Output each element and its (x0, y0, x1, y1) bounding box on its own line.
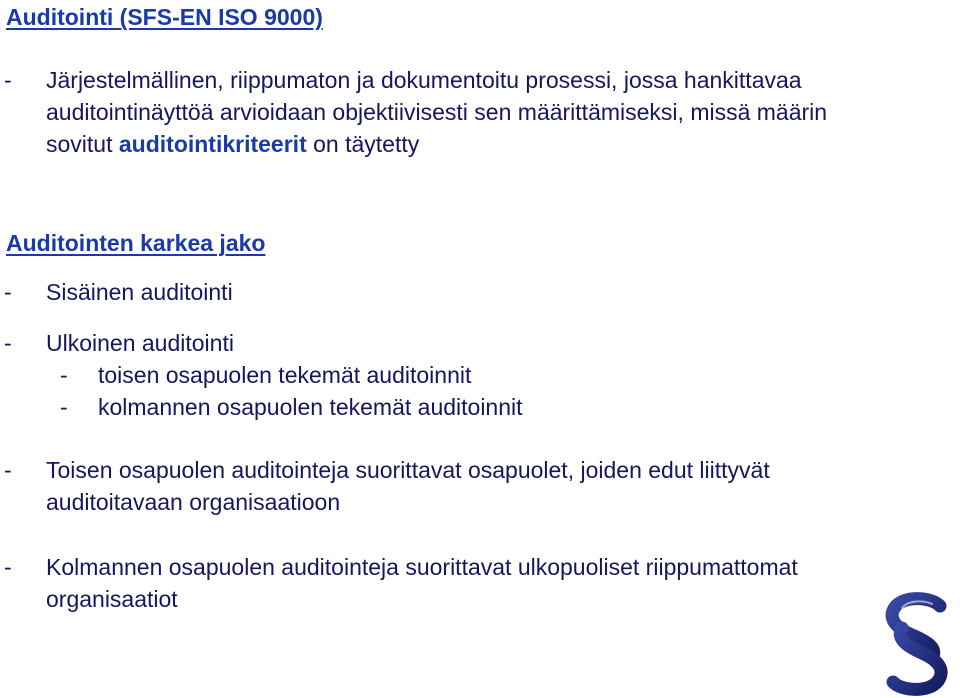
bullet-dash: - (4, 457, 12, 483)
definition-line-2: auditointinäyttöä arvioidaan objektiivisesti sen määrittämiseksi, missä määrin (46, 99, 828, 125)
page-title: Auditointi (SFS-EN ISO 9000) (6, 4, 323, 30)
third-party-desc-line-2: organisaatiot (46, 586, 178, 612)
third-party-desc-line-1: Kolmannen osapuolen auditointeja suorittavat ulkopuoliset riippumattomat (46, 554, 798, 580)
definition-line-3 (46, 128, 419, 160)
bullet-dash: - (60, 362, 68, 388)
audit-criteria-term: auditointikriteerit (118, 131, 307, 157)
bullet-dash: - (4, 554, 12, 580)
second-party-desc-line-2: auditoitavaan organisaatioon (46, 489, 341, 515)
second-party-desc-line-1: Toisen osapuolen auditointeja suorittavat osapuolet, joiden edut liittyvät (46, 457, 770, 483)
third-party-audit-label: kolmannen osapuolen tekemät auditoinnit (98, 394, 523, 420)
bullet-dash: - (4, 279, 12, 305)
bullet-dash: - (4, 67, 12, 93)
definition-line-1: Järjestelmällinen, riippumaton ja dokumentoitu prosessi, jossa hankittavaa (46, 67, 802, 93)
definition-line-3-end: on täytetty (306, 131, 420, 157)
section-heading: Auditointen karkea jako (6, 230, 266, 256)
external-audit-label: Ulkoinen auditointi (46, 330, 234, 356)
bullet-dash: - (60, 394, 68, 420)
bullet-dash: - (4, 330, 12, 356)
second-party-audit-label: toisen osapuolen tekemät auditoinnit (98, 362, 472, 388)
definition-line-3-start: sovitut (46, 131, 119, 157)
internal-audit-label: Sisäinen auditointi (46, 279, 233, 305)
section-sign-icon (876, 592, 958, 696)
